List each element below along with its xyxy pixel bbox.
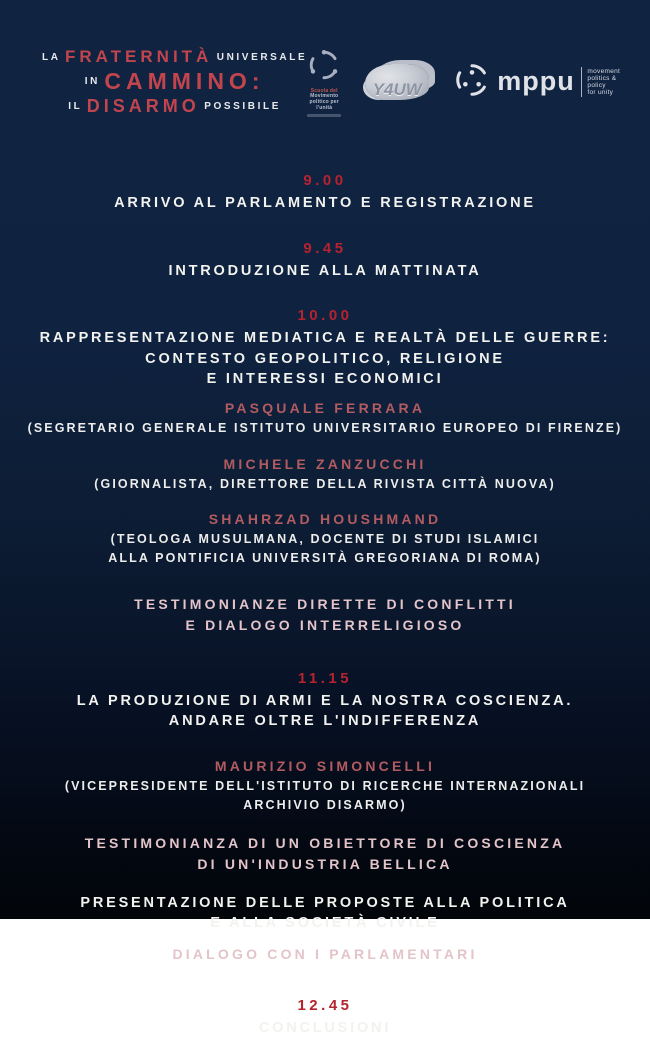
item-945-title: INTRODUZIONE ALLA MATTINATA xyxy=(168,262,482,279)
item-1115-title xyxy=(25,691,625,732)
time-1000: 10.00 xyxy=(297,307,353,325)
speaker-zanzucchi-role: (GIORNALISTA, DIRETTORE DELLA RIVISTA CITTÀ NUOVA) xyxy=(94,476,556,491)
speaker-houshmand-name: SHAHRZAD HOUSHMAND xyxy=(208,511,442,528)
speaker-ferrara-name: PASQUALE FERRARA xyxy=(224,399,426,416)
logo-row xyxy=(307,48,620,117)
activity-obiettore-line2: DI UN'INDUSTRIA BELLICA xyxy=(197,855,453,872)
title-line-2 xyxy=(42,70,307,93)
title-word-fraternita: FRATERNITÀ xyxy=(64,47,213,66)
title-word-disarmo: DISARMO xyxy=(86,96,200,116)
mppu-tagline-line2: politics & policy xyxy=(587,74,617,89)
speaker-simoncelli-role-line1: (VICEPRESIDENTE DELL'ISTITUTO DI RICERCHE INTERNAZIONALI xyxy=(64,779,586,794)
speaker-simoncelli-role xyxy=(20,777,630,815)
time-1245: 12.45 xyxy=(297,996,353,1014)
item-1000-title-line2: CONTESTO GEOPOLITICO, RELIGIONE xyxy=(145,350,505,367)
speaker-houshmand-role-line1: (TEOLOGA MUSULMANA, DOCENTE DI STUDI ISLAMICI xyxy=(110,532,540,547)
mppu-logo-divider xyxy=(581,67,582,97)
y4uw-logo-text: Y4UW xyxy=(372,80,422,99)
scuola-swirl-icon xyxy=(307,48,341,87)
scuola-logo-line2: Movimento xyxy=(310,93,339,100)
scuola-logo-line3: politico per l'unità xyxy=(309,99,339,111)
mppu-logo xyxy=(453,61,620,104)
item-1000-title xyxy=(25,328,625,390)
item-1245-title: CONCLUSIONI xyxy=(258,1019,392,1036)
title-line-3 xyxy=(42,97,307,116)
item-1115-title-line1: LA PRODUZIONE DI ARMI E LA NOSTRA COSCIENZA. xyxy=(76,692,574,709)
header xyxy=(0,0,650,120)
scuola-movimento-logo xyxy=(307,48,341,117)
item-1115-title-line2: ANDARE OLTRE L'INDIFFERENZA xyxy=(168,713,482,730)
title-word-il: IL xyxy=(68,101,83,112)
speaker-simoncelli xyxy=(0,758,650,815)
schedule-item-900 xyxy=(0,172,650,214)
activity-testimonianze-line2: E DIALOGO INTERRELIGIOSO xyxy=(185,616,465,633)
activity-presentazione-line1: PRESENTAZIONE DELLE PROPOSTE ALLA POLITICA xyxy=(80,894,570,911)
schedule-item-945 xyxy=(0,240,650,282)
activity-dialogo-parlamentari: DIALOGO CON I PARLAMENTARI xyxy=(172,945,478,962)
item-1000-title-line1: RAPPRESENTAZIONE MEDIATICA E REALTÀ DELLE GUERRE: xyxy=(39,330,611,347)
title-word-in: IN xyxy=(84,76,100,87)
speaker-zanzucchi-name: MICHELE ZANZUCCHI xyxy=(223,455,427,472)
time-900: 9.00 xyxy=(303,172,347,189)
item-1000-title-line3: E INTERESSI ECONOMICI xyxy=(206,371,444,388)
activity-testimonianze xyxy=(0,594,650,636)
title-word-la: LA xyxy=(42,52,61,63)
speaker-simoncelli-role-line2: ARCHIVIO DISARMO) xyxy=(243,797,407,812)
y4uw-cloud-icon xyxy=(365,64,429,100)
speaker-simoncelli-name: MAURIZIO SIMONCELLI xyxy=(214,758,436,775)
activity-obiettore-line1: TESTIMONIANZA DI UN OBIETTORE DI COSCIENZA xyxy=(84,834,566,851)
mppu-tagline-line3: for unity xyxy=(587,89,614,97)
speaker-houshmand-role-line2: ALLA PONTIFICIA UNIVERSITÀ GREGORIANA DI ROMA) xyxy=(108,551,542,566)
y4uw-logo xyxy=(365,64,429,100)
scuola-logo-fineprint xyxy=(307,114,341,117)
title-word-universale: UNIVERSALE xyxy=(216,52,308,63)
title-word-cammino: CAMMINO: xyxy=(104,68,265,94)
title-word-possibile: POSSIBILE xyxy=(204,101,281,112)
mppu-logo-word: mppu xyxy=(497,66,575,97)
activity-testimonianze-line1: TESTIMONIANZE DIRETTE DI CONFLITTI xyxy=(134,595,516,612)
title-line-1 xyxy=(42,48,307,66)
mppu-tagline-line1: movement xyxy=(587,67,621,75)
speaker-houshmand xyxy=(0,511,650,568)
event-title xyxy=(42,44,307,120)
activity-obiettore xyxy=(0,833,650,875)
item-900-title: ARRIVO AL PARLAMENTO E REGISTRAZIONE xyxy=(114,195,536,211)
mppu-swirl-icon xyxy=(453,61,491,104)
program-schedule xyxy=(0,172,650,1038)
scuola-logo-line1: Scuola del xyxy=(310,87,338,94)
schedule-item-1245 xyxy=(0,997,650,1038)
schedule-item-1000 xyxy=(0,307,650,636)
activity-presentazione-line2: E ALLA SOCIETÀ CIVILE xyxy=(210,915,440,932)
time-945: 9.45 xyxy=(303,239,347,257)
mppu-logo-tagline xyxy=(587,68,620,97)
speaker-ferrara xyxy=(0,400,650,438)
activity-presentazione xyxy=(25,893,625,934)
speaker-ferrara-role: (SEGRETARIO GENERALE ISTITUTO UNIVERSITARIO EUROPEO DI FIRENZE) xyxy=(27,420,623,435)
time-1115: 11.15 xyxy=(297,669,353,687)
speaker-houshmand-role xyxy=(20,530,630,568)
scuola-logo-text xyxy=(307,89,341,112)
schedule-item-1115 xyxy=(0,670,650,965)
speaker-zanzucchi xyxy=(0,456,650,494)
